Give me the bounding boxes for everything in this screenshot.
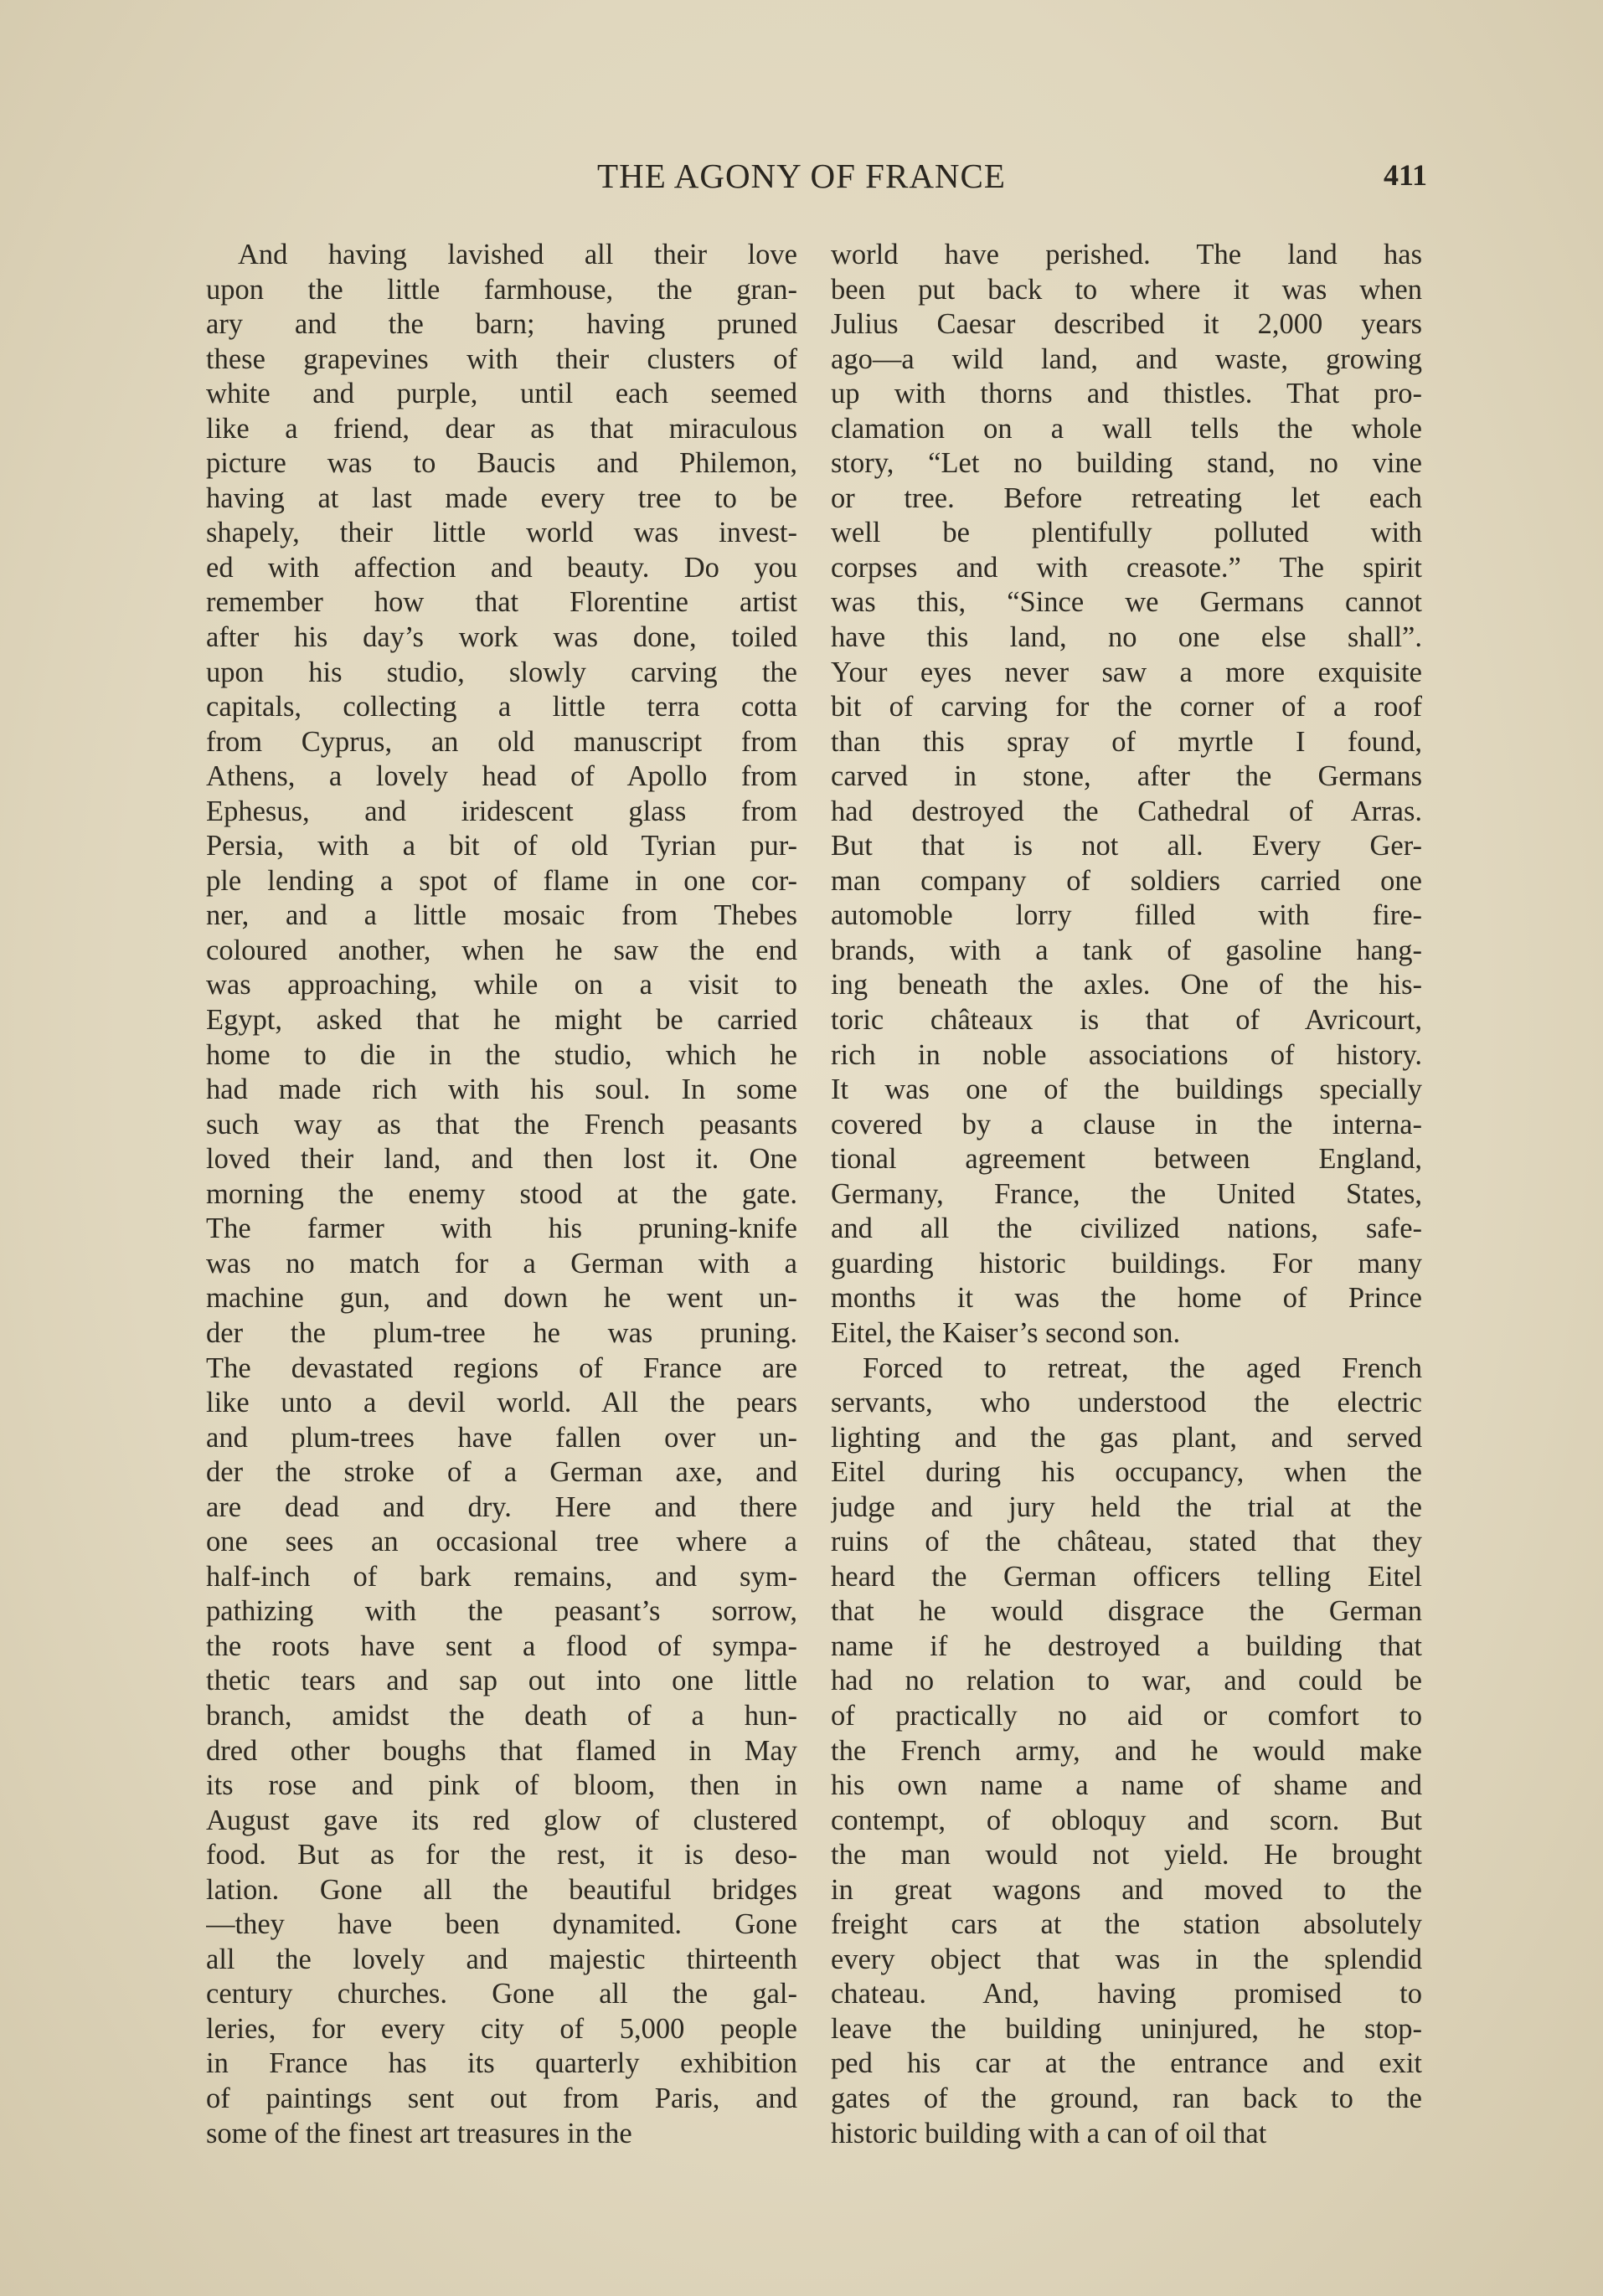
running-head-title: THE AGONY OF FRANCE	[597, 157, 1006, 195]
text-line: upon his studio, slowly carving the	[206, 656, 797, 688]
text-line: tional agreement between England,	[831, 1143, 1422, 1176]
text-line: every object that was in the splendid	[831, 1943, 1422, 1975]
text-line: leave the building uninjured, he stop-	[831, 2012, 1422, 2045]
text-line: Persia, with a bit of old Tyrian pur-	[206, 830, 797, 862]
text-line: covered by a clause in the interna-	[831, 1108, 1422, 1140]
text-line: automoble lorry filled with fire-	[831, 899, 1422, 932]
text-line: Egypt, asked that he might be carried	[206, 1004, 797, 1037]
text-line: are dead and dry. Here and there	[206, 1490, 797, 1523]
text-line: was approaching, while on a visit to	[206, 969, 797, 1001]
text-line: in France has its quarterly exhibition	[206, 2047, 797, 2080]
text-line: And having lavished all their love	[238, 239, 797, 270]
text-line: ed with affection and beauty. Do you	[206, 551, 797, 584]
text-line: capitals, collecting a little terra cotta	[206, 691, 797, 723]
text-line: pathizing with the peasant’s sorrow,	[206, 1595, 797, 1628]
text-line: these grapevines with their clusters of	[206, 342, 797, 375]
text-line: loved their land, and then lost it. One	[206, 1143, 797, 1176]
text-line: his own name a name of shame and	[831, 1769, 1422, 1802]
text-line: contempt, of obloquy and scorn. But	[831, 1804, 1422, 1836]
text-line: branch, amidst the death of a hun-	[206, 1699, 797, 1732]
text-line: clamation on a wall tells the whole	[831, 412, 1422, 445]
text-line: one sees an occasional tree where a	[206, 1526, 797, 1558]
text-line: corpses and with creasote.” The spirit	[831, 551, 1422, 584]
text-line: ple lending a spot of flame in one cor-	[206, 864, 797, 897]
text-line: all the lovely and majestic thirteenth	[206, 1943, 797, 1975]
text-line: and all the civilized nations, safe-	[831, 1212, 1422, 1245]
text-line: upon the little farmhouse, the gran-	[206, 273, 797, 306]
text-line: months it was the home of Prince	[831, 1282, 1422, 1315]
text-line: after his day’s work was done, toiled	[206, 621, 797, 654]
text-line: in great wagons and moved to the	[831, 1873, 1422, 1906]
text-line: rich in noble associations of history.	[831, 1038, 1422, 1071]
text-line: ing beneath the axles. One of the his-	[831, 969, 1422, 1001]
text-line: thetic tears and sap out into one little	[206, 1665, 797, 1697]
text-line: up with thorns and thistles. That pro-	[831, 378, 1422, 410]
text-line: had destroyed the Cathedral of Arras.	[831, 795, 1422, 827]
text-line: like unto a devil world. All the pears	[206, 1387, 797, 1419]
text-line: or tree. Before retreating let each	[831, 481, 1422, 514]
text-line: August gave its red glow of clustered	[206, 1804, 797, 1836]
text-line: picture was to Baucis and Philemon,	[206, 447, 797, 480]
text-line: half-inch of bark remains, and sym-	[206, 1560, 797, 1593]
right-text-column	[831, 238, 1422, 2151]
text-line: judge and jury held the trial at the	[831, 1490, 1422, 1523]
text-line: brands, with a tank of gasoline hang-	[831, 934, 1422, 966]
text-line: remember how that Florentine artist	[206, 586, 797, 619]
text-line: morning the enemy stood at the gate.	[206, 1177, 797, 1210]
text-line: shapely, their little world was invest-	[206, 517, 797, 549]
text-line: the man would not yield. He brought	[831, 1839, 1422, 1871]
text-line: leries, for every city of 5,000 people	[206, 2012, 797, 2045]
text-line: food. But as for the rest, it is deso-	[206, 1839, 797, 1871]
text-line: Julius Caesar described it 2,000 years	[831, 308, 1422, 341]
text-line: having at last made every tree to be	[206, 481, 797, 514]
text-line: white and purple, until each seemed	[206, 378, 797, 410]
text-line: heard the German officers telling Eitel	[831, 1560, 1422, 1593]
text-line: toric châteaux is that of Avricourt,	[831, 1004, 1422, 1037]
text-line: der the plum-tree he was pruning.	[206, 1316, 797, 1349]
text-line: the roots have sent a flood of sympa-	[206, 1629, 797, 1662]
text-line: Your eyes never saw a more exquisite	[831, 656, 1422, 688]
text-line: Germany, France, the United States,	[831, 1177, 1422, 1210]
text-line: was this, “Since we Germans cannot	[831, 586, 1422, 619]
left-text-column	[206, 238, 797, 2151]
text-line: ago—a wild land, and waste, growing	[831, 342, 1422, 375]
text-line: was no match for a German with a	[206, 1247, 797, 1279]
text-line: gates of the ground, ran back to the	[831, 2082, 1422, 2114]
text-line: ner, and a little mosaic from Thebes	[206, 899, 797, 932]
text-line: bit of carving for the corner of a roof	[831, 691, 1422, 723]
text-line: had no relation to war, and could be	[831, 1665, 1422, 1697]
text-line: been put back to where it was when	[831, 273, 1422, 306]
text-line: Eitel, the Kaiser’s second son.	[831, 1316, 1181, 1349]
text-line: dred other boughs that flamed in May	[206, 1734, 797, 1767]
text-line: that he would disgrace the German	[831, 1595, 1422, 1628]
text-line: story, “Let no building stand, no vine	[831, 447, 1422, 480]
text-line: ruins of the château, stated that they	[831, 1526, 1422, 1558]
text-line: the French army, and he would make	[831, 1734, 1422, 1767]
text-line: world have perished. The land has	[831, 239, 1422, 270]
text-line: Ephesus, and iridescent glass from	[206, 795, 797, 827]
text-line: ped his car at the entrance and exit	[831, 2047, 1422, 2080]
text-line: such way as that the French peasants	[206, 1108, 797, 1140]
text-line: home to die in the studio, which he	[206, 1038, 797, 1071]
text-line: der the stroke of a German axe, and	[206, 1456, 797, 1489]
text-line: guarding historic buildings. For many	[831, 1247, 1422, 1279]
text-line: lation. Gone all the beautiful bridges	[206, 1873, 797, 1906]
text-line: some of the finest art treasures in the	[206, 2117, 632, 2149]
text-line: The devastated regions of France are	[206, 1351, 797, 1384]
text-line: man company of soldiers carried one	[831, 864, 1422, 897]
text-line: It was one of the buildings specially	[831, 1073, 1422, 1106]
text-line: Forced to retreat, the aged French	[863, 1351, 1422, 1384]
text-line: century churches. Gone all the gal-	[206, 1978, 797, 2010]
text-line: its rose and pink of bloom, then in	[206, 1769, 797, 1802]
text-line: had made rich with his soul. In some	[206, 1073, 797, 1106]
text-line: servants, who understood the electric	[831, 1387, 1422, 1419]
text-line: Eitel during his occupancy, when the	[831, 1456, 1422, 1489]
page-number: 411	[1383, 158, 1427, 192]
text-line: The farmer with his pruning-knife	[206, 1212, 797, 1245]
text-line: of practically no aid or comfort to	[831, 1699, 1422, 1732]
text-line: from Cyprus, an old manuscript from	[206, 725, 797, 758]
text-line: and plum-trees have fallen over un-	[206, 1421, 797, 1454]
text-line: well be plentifully polluted with	[831, 517, 1422, 549]
text-line: But that is not all. Every Ger-	[831, 830, 1422, 862]
text-line: have this land, no one else shall”.	[831, 621, 1422, 654]
text-line: carved in stone, after the Germans	[831, 760, 1422, 793]
text-line: coloured another, when he saw the end	[206, 934, 797, 966]
text-line: —they have been dynamited. Gone	[206, 1908, 797, 1941]
text-line: ary and the barn; having pruned	[206, 308, 797, 341]
text-line: machine gun, and down he went un-	[206, 1282, 797, 1315]
text-line: than this spray of myrtle I found,	[831, 725, 1422, 758]
text-line: Athens, a lovely head of Apollo from	[206, 760, 797, 793]
text-line: of paintings sent out from Paris, and	[206, 2082, 797, 2114]
text-line: name if he destroyed a building that	[831, 1629, 1422, 1662]
text-line: lighting and the gas plant, and served	[831, 1421, 1422, 1454]
text-line: historic building with a can of oil that	[831, 2117, 1267, 2149]
text-line: like a friend, dear as that miraculous	[206, 412, 797, 445]
text-line: chateau. And, having promised to	[831, 1978, 1422, 2010]
text-line: freight cars at the station absolutely	[831, 1908, 1422, 1941]
